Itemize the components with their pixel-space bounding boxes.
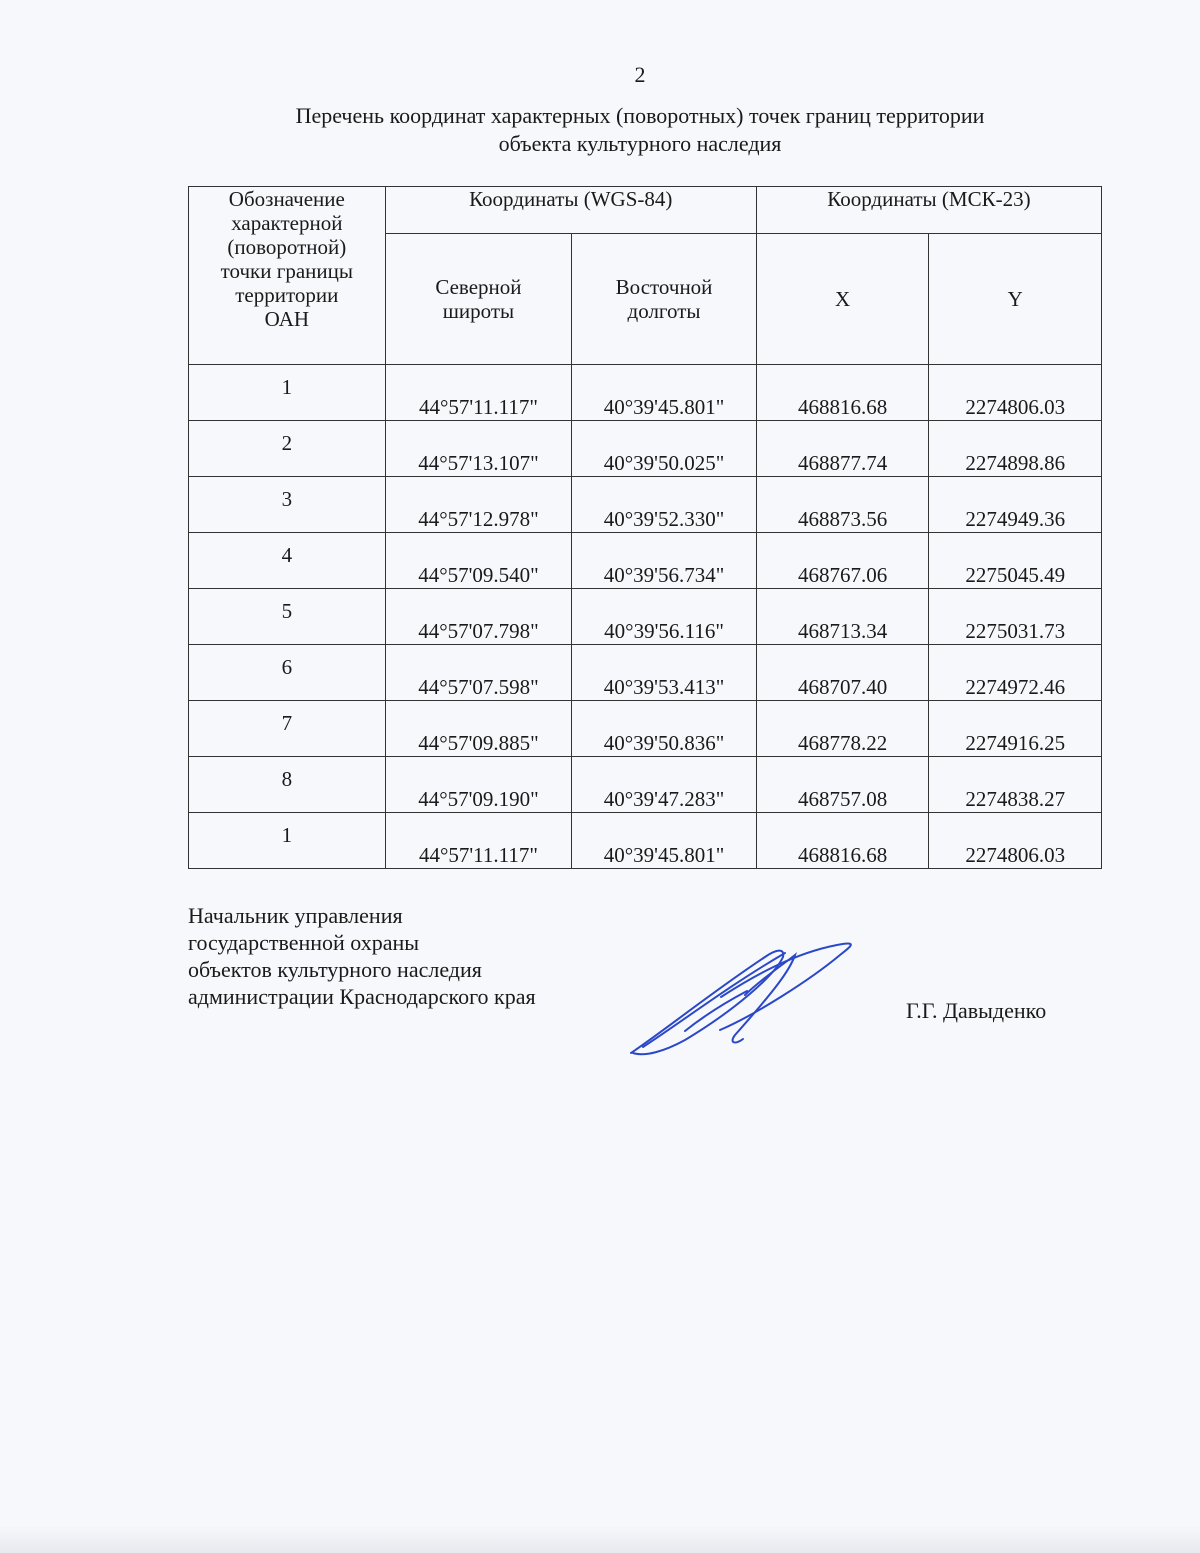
cell-y: 2274898.86: [929, 421, 1102, 477]
cell-longitude: 40°39'50.025": [572, 421, 757, 477]
cell-longitude: 40°39'45.801": [572, 365, 757, 421]
cell-point: 5: [189, 589, 386, 645]
cell-point: 2: [189, 421, 386, 477]
cell-x: 468707.40: [756, 645, 929, 701]
table-row: [189, 533, 1102, 589]
cell-x: 468816.68: [756, 813, 929, 869]
title-line-2: объекта культурного наследия: [498, 131, 782, 156]
cell-y: 2274806.03: [929, 813, 1102, 869]
header-wgs84: Координаты (WGS-84): [385, 187, 756, 234]
cell-y: 2275045.49: [929, 533, 1102, 589]
cell-y: 2275031.73: [929, 589, 1102, 645]
header-msk23: Координаты (МСК-23): [756, 187, 1101, 234]
signature-icon: [625, 935, 865, 1060]
title-line-1: Перечень координат характерных (поворотных) точек границ территории: [295, 103, 985, 128]
position-line: Начальник управления: [188, 903, 403, 928]
cell-x: 468767.06: [756, 533, 929, 589]
cell-y: 2274806.03: [929, 365, 1102, 421]
cell-longitude: 40°39'53.413": [572, 645, 757, 701]
handwritten-signature: [625, 935, 865, 1065]
cell-y: 2274949.36: [929, 477, 1102, 533]
cell-latitude: 44°57'09.885": [385, 701, 572, 757]
cell-latitude: 44°57'09.540": [385, 533, 572, 589]
table-row: [189, 421, 1102, 477]
cell-latitude: 44°57'11.117": [385, 813, 572, 869]
cell-longitude: 40°39'50.836": [572, 701, 757, 757]
cell-y: 2274838.27: [929, 757, 1102, 813]
signer-name: Г.Г. Давыденко: [906, 998, 1047, 1023]
cell-x: 468873.56: [756, 477, 929, 533]
cell-longitude: 40°39'45.801": [572, 813, 757, 869]
cell-longitude: 40°39'56.734": [572, 533, 757, 589]
table-row: [189, 589, 1102, 645]
table-row: [189, 757, 1102, 813]
cell-x: 468757.08: [756, 757, 929, 813]
cell-point: 7: [189, 701, 386, 757]
header-x: X: [756, 234, 929, 365]
header-north-latitude: Северной широты: [385, 234, 572, 365]
table-row: [189, 645, 1102, 701]
cell-point: 1: [189, 813, 386, 869]
coordinates-table: [188, 186, 1102, 869]
cell-latitude: 44°57'13.107": [385, 421, 572, 477]
cell-x: 468816.68: [756, 365, 929, 421]
cell-y: 2274916.25: [929, 701, 1102, 757]
table-row: [189, 813, 1102, 869]
cell-longitude: 40°39'56.116": [572, 589, 757, 645]
table-row: [189, 365, 1102, 421]
cell-latitude: 44°57'07.798": [385, 589, 572, 645]
cell-x: 468713.34: [756, 589, 929, 645]
cell-longitude: 40°39'52.330": [572, 477, 757, 533]
document-title: [150, 102, 1130, 158]
cell-point: 4: [189, 533, 386, 589]
cell-latitude: 44°57'12.978": [385, 477, 572, 533]
cell-x: 468877.74: [756, 421, 929, 477]
table-row: [189, 701, 1102, 757]
position-line: объектов культурного наследия: [188, 957, 482, 982]
cell-point: 6: [189, 645, 386, 701]
table-row: [189, 477, 1102, 533]
cell-point: 3: [189, 477, 386, 533]
page-number: 2: [634, 62, 646, 87]
cell-latitude: 44°57'07.598": [385, 645, 572, 701]
cell-point: 8: [189, 757, 386, 813]
cell-x: 468778.22: [756, 701, 929, 757]
cell-y: 2274972.46: [929, 645, 1102, 701]
position-line: администрации Краснодарского края: [188, 984, 536, 1009]
header-east-longitude: Восточной долготы: [572, 234, 757, 365]
signatory-position: [188, 902, 536, 1010]
position-line: государственной охраны: [188, 930, 420, 955]
cell-longitude: 40°39'47.283": [572, 757, 757, 813]
cell-point: 1: [189, 365, 386, 421]
header-point-designation: Обозначение характерной (поворотной) точки границы территории ОАН: [189, 187, 386, 365]
cell-latitude: 44°57'09.190": [385, 757, 572, 813]
cell-latitude: 44°57'11.117": [385, 365, 572, 421]
header-y: Y: [929, 234, 1102, 365]
scan-edge-shadow: [0, 1525, 1200, 1553]
